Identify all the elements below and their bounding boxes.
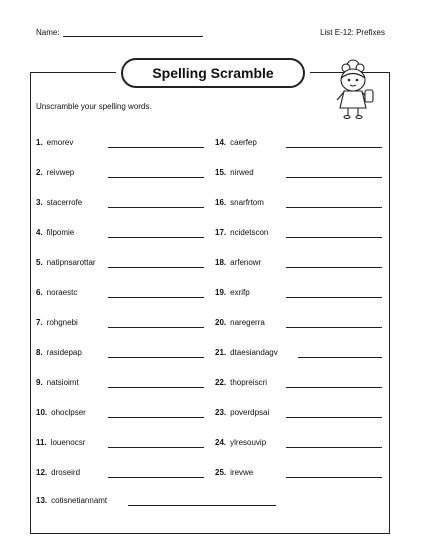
answer-line[interactable] <box>286 207 382 208</box>
list-item: 25. irevwe <box>215 468 254 477</box>
list-item: 22. thopreiscri <box>215 378 268 387</box>
name-field <box>36 28 203 37</box>
answer-line[interactable] <box>108 447 204 448</box>
list-item: 16. snarfrtom <box>215 198 264 207</box>
page-title: Spelling Scramble <box>121 58 305 88</box>
list-item: 23. poverdpsai <box>215 408 270 417</box>
list-item: 10. ohoclpser <box>36 408 86 417</box>
list-item: 18. arfenowr <box>215 258 262 267</box>
answer-line[interactable] <box>298 357 382 358</box>
list-item: 2. reivwep <box>36 168 75 177</box>
answer-line[interactable] <box>108 357 204 358</box>
list-item: 20. naregerra <box>215 318 265 327</box>
list-item: 19. exrifp <box>215 288 250 297</box>
list-item: 12. droseird <box>36 468 81 477</box>
answer-line[interactable] <box>108 237 204 238</box>
list-item: 13. cotisnetiannamt <box>36 496 108 505</box>
worksheet-frame <box>30 72 390 534</box>
answer-line[interactable] <box>108 267 204 268</box>
list-item: 14. caerfep <box>215 138 257 147</box>
instructions: Unscramble your spelling words. <box>36 102 152 111</box>
list-item: 4. filpomie <box>36 228 75 237</box>
answer-line[interactable] <box>108 207 204 208</box>
answer-line[interactable] <box>286 297 382 298</box>
answer-line[interactable] <box>286 477 382 478</box>
list-label: List E-12: Prefixes <box>320 28 385 37</box>
answer-line[interactable] <box>108 387 204 388</box>
answer-line[interactable] <box>286 267 382 268</box>
name-label: Name: <box>36 28 60 37</box>
answer-line[interactable] <box>128 505 276 506</box>
list-item: 8. rasidepap <box>36 348 82 357</box>
answer-line[interactable] <box>108 297 204 298</box>
answer-line[interactable] <box>286 327 382 328</box>
list-item: 11. louenocsr <box>36 438 86 447</box>
answer-line[interactable] <box>108 177 204 178</box>
answer-line[interactable] <box>108 477 204 478</box>
list-item: 21. dtaesiandagv <box>215 348 278 357</box>
answer-line[interactable] <box>108 417 204 418</box>
list-item: 6. noraestc <box>36 288 78 297</box>
answer-line[interactable] <box>108 147 204 148</box>
answer-line[interactable] <box>108 327 204 328</box>
list-item: 3. stacerrofe <box>36 198 83 207</box>
list-item: 1. emorev <box>36 138 74 147</box>
answer-line[interactable] <box>286 447 382 448</box>
girl-with-curly-hair-cartoon-icon <box>322 56 384 122</box>
answer-line[interactable] <box>286 417 382 418</box>
list-item: 7. rohgnebi <box>36 318 78 327</box>
name-line[interactable] <box>63 28 203 37</box>
list-item: 15. nirwed <box>215 168 254 177</box>
answer-line[interactable] <box>286 237 382 238</box>
list-item: 24. ylresouvip <box>215 438 267 447</box>
answer-line[interactable] <box>286 177 382 178</box>
list-item: 9. natsioimt <box>36 378 79 387</box>
list-item: 5. natipnsarottar <box>36 258 96 267</box>
list-item: 17. ncidetscon <box>215 228 269 237</box>
answer-line[interactable] <box>286 387 382 388</box>
answer-line[interactable] <box>286 147 382 148</box>
